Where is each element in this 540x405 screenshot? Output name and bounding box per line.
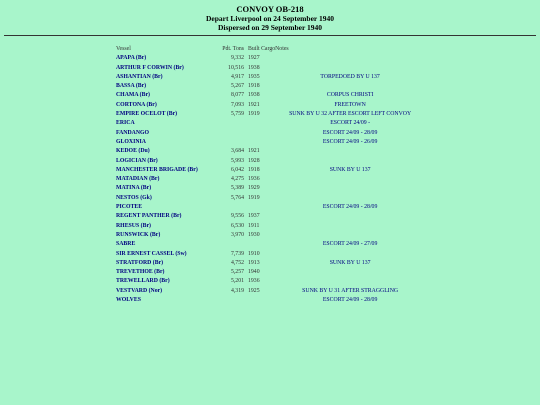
- built-cell: 1910: [248, 250, 260, 257]
- vessel-name-cell: BASSA (Br): [116, 83, 147, 90]
- tons-cell: [212, 138, 244, 147]
- vessel-name-cell: WOLVES: [116, 297, 141, 304]
- built-cell: [244, 119, 275, 128]
- column-header-cargo: Cargo: [261, 46, 276, 52]
- tons-cell: 5,257: [230, 269, 244, 276]
- table-row: [116, 194, 425, 203]
- notes-cell: [275, 157, 425, 166]
- tons-cell: 7,093: [230, 101, 244, 108]
- built-cell: 1918: [248, 166, 260, 173]
- tons-cell: 5,201: [230, 278, 244, 285]
- built-cell: 1937: [248, 213, 260, 220]
- tons-cell: 3,970: [230, 231, 244, 238]
- tons-cell: 6,530: [230, 222, 244, 229]
- notes-cell: ESCORT 24/09 - 27/09: [322, 241, 378, 248]
- built-cell: 1927: [248, 55, 260, 62]
- table-row: [116, 101, 425, 110]
- tons-cell: 8,077: [230, 92, 244, 99]
- table-row: [116, 166, 425, 175]
- table-row: [116, 110, 425, 119]
- notes-cell: [275, 184, 425, 193]
- vessel-name-cell: RHESUS (Br): [116, 222, 151, 229]
- convoy-table: [116, 45, 425, 305]
- tons-cell: [212, 203, 244, 212]
- notes-cell: FREETOWN: [334, 101, 366, 108]
- vessel-name-cell: STRATFORD (Br): [116, 259, 164, 266]
- vessel-name-cell: ASHANTIAN (Br): [116, 73, 163, 80]
- notes-cell: [275, 277, 425, 286]
- page-header: [0, 0, 540, 32]
- vessel-name-cell: TREWELLARD (Br): [116, 278, 170, 285]
- notes-cell: ESCORT 24/09 - 26/09: [322, 138, 378, 145]
- notes-cell: [275, 82, 425, 91]
- tons-cell: [212, 129, 244, 138]
- dispersed-line: Dispersed on 29 September 1940: [217, 23, 323, 32]
- vessel-name-cell: REGENT PANTHER (Br): [116, 213, 182, 220]
- tons-cell: 4,752: [230, 259, 244, 266]
- tons-cell: 7,739: [230, 250, 244, 257]
- table-row: [116, 138, 425, 147]
- built-cell: 1938: [248, 92, 260, 99]
- notes-cell: SUNK BY U 32 AFTER ESCORT LEFT CONVOY: [289, 111, 412, 118]
- table-row: [116, 212, 425, 221]
- table-row: [116, 259, 425, 268]
- notes-cell: SUNK BY U 137: [329, 166, 371, 173]
- vessel-name-cell: EMPIRE OCELOT (Br): [116, 111, 178, 118]
- built-cell: 1929: [248, 185, 260, 192]
- tons-cell: 4,275: [230, 176, 244, 183]
- tons-cell: 4,917: [230, 73, 244, 80]
- tons-cell: 5,993: [230, 157, 244, 164]
- built-cell: 1921: [248, 101, 260, 108]
- notes-cell: CORPUS CHRISTI: [326, 92, 374, 99]
- vessel-name-cell: KEDOE (Du): [116, 148, 150, 155]
- table-row: [116, 268, 425, 277]
- tons-cell: 3,684: [230, 148, 244, 155]
- built-cell: 1925: [248, 287, 260, 294]
- notes-cell: [275, 222, 425, 231]
- notes-cell: [275, 212, 425, 221]
- column-header-built-cargo: [244, 45, 275, 54]
- table-row: [116, 64, 425, 73]
- vessel-name-cell: LOGICIAN (Br): [116, 157, 158, 164]
- vessel-name-cell: SIR ERNEST CASSEL (Sw): [116, 250, 187, 257]
- vessel-name-cell: MATADIAN (Br): [116, 176, 160, 183]
- table-row: [116, 119, 425, 128]
- column-header-built: Built: [248, 46, 260, 52]
- notes-cell: SUNK BY U 137: [329, 259, 371, 266]
- vessel-name-cell: NESTOS (Gk): [116, 194, 152, 201]
- table-row: [116, 91, 425, 100]
- vessel-name-cell: TREVETHOE (Br): [116, 269, 165, 276]
- notes-cell: ESCORT 24/09 -: [330, 120, 371, 127]
- built-cell: 1928: [248, 157, 260, 164]
- notes-cell: ESCORT 24/09 - 28/09: [322, 129, 378, 136]
- vessel-name-cell: CORTONA (Br): [116, 101, 157, 108]
- table-row: [116, 54, 425, 63]
- tons-cell: [212, 119, 244, 128]
- notes-cell: ESCORT 24/09 - 28/09: [322, 204, 378, 211]
- table-row: [116, 175, 425, 184]
- built-cell: [244, 296, 275, 305]
- built-cell: 1911: [248, 222, 260, 229]
- table-row: [116, 296, 425, 305]
- convoy-title: CONVOY OB-218: [236, 4, 304, 14]
- table-row: [116, 231, 425, 240]
- tons-cell: 5,759: [230, 111, 244, 118]
- column-header-tons: Pdt. Tons: [222, 46, 244, 52]
- built-cell: [244, 203, 275, 212]
- built-cell: 1930: [248, 231, 260, 238]
- table-row: [116, 157, 425, 166]
- notes-cell: [275, 268, 425, 277]
- notes-cell: [275, 250, 425, 259]
- built-cell: 1938: [248, 64, 260, 71]
- vessel-name-cell: ERICA: [116, 120, 135, 127]
- built-cell: 1936: [248, 278, 260, 285]
- built-cell: 1913: [248, 259, 260, 266]
- built-cell: 1919: [248, 194, 260, 201]
- built-cell: 1919: [248, 111, 260, 118]
- depart-line: Depart Liverpool on 24 September 1940: [206, 14, 334, 23]
- table-row: [116, 129, 425, 138]
- built-cell: [244, 129, 275, 138]
- tons-cell: 6,042: [230, 166, 244, 173]
- notes-cell: [275, 175, 425, 184]
- notes-cell: [275, 194, 425, 203]
- table-row: [116, 147, 425, 156]
- built-cell: 1918: [248, 83, 260, 90]
- built-cell: 1940: [248, 269, 260, 276]
- tons-cell: 5,267: [230, 83, 244, 90]
- table-row: [116, 73, 425, 82]
- notes-cell: [275, 147, 425, 156]
- notes-cell: SUNK BY U 31 AFTER STRAGGLING: [302, 287, 399, 294]
- tons-cell: [212, 296, 244, 305]
- notes-cell: [275, 231, 425, 240]
- tons-cell: [212, 240, 244, 249]
- tons-cell: 10,516: [228, 64, 244, 71]
- vessel-name-cell: ARTHUR F CORWIN (Br): [116, 64, 184, 71]
- header-divider: [4, 35, 536, 36]
- vessel-name-cell: GLOXINIA: [116, 138, 146, 145]
- table-row: [116, 250, 425, 259]
- tons-cell: 4,319: [230, 287, 244, 294]
- notes-cell: TORPEDOED BY U 137: [320, 73, 380, 80]
- vessel-name-cell: FANDANGO: [116, 129, 150, 136]
- vessel-name-cell: MATINA (Br): [116, 185, 152, 192]
- vessel-name-cell: CHAMA (Br): [116, 92, 150, 99]
- vessel-name-cell: APAPA (Br): [116, 55, 147, 62]
- table-row: [116, 184, 425, 193]
- column-header-notes: Notes: [275, 46, 289, 52]
- table-row: [116, 287, 425, 296]
- table-row: [116, 277, 425, 286]
- built-cell: 1921: [248, 148, 260, 155]
- vessel-name-cell: RUNSWICK (Br): [116, 231, 161, 238]
- table-row: [116, 82, 425, 91]
- built-cell: [244, 138, 275, 147]
- table-row: [116, 222, 425, 231]
- table-header-row: [116, 45, 425, 54]
- table-body: [116, 54, 425, 305]
- notes-cell: [275, 54, 425, 63]
- notes-cell: [275, 64, 425, 73]
- column-header-vessel: Vessel: [116, 46, 131, 52]
- notes-cell: ESCORT 24/09 - 28/09: [322, 297, 378, 304]
- vessel-name-cell: SABRE: [116, 241, 136, 248]
- tons-cell: 5,764: [230, 194, 244, 201]
- built-cell: 1936: [248, 176, 260, 183]
- built-cell: [244, 240, 275, 249]
- vessel-name-cell: PICOTEE: [116, 204, 143, 211]
- table-row: [116, 203, 425, 212]
- built-cell: 1935: [248, 73, 260, 80]
- tons-cell: 9,556: [230, 213, 244, 220]
- table-row: [116, 240, 425, 249]
- vessel-name-cell: VESTVARD (Nor): [116, 287, 163, 294]
- tons-cell: 9,332: [230, 55, 244, 62]
- tons-cell: 5,389: [230, 185, 244, 192]
- vessel-name-cell: MANCHESTER BRIGADE (Br): [116, 166, 198, 173]
